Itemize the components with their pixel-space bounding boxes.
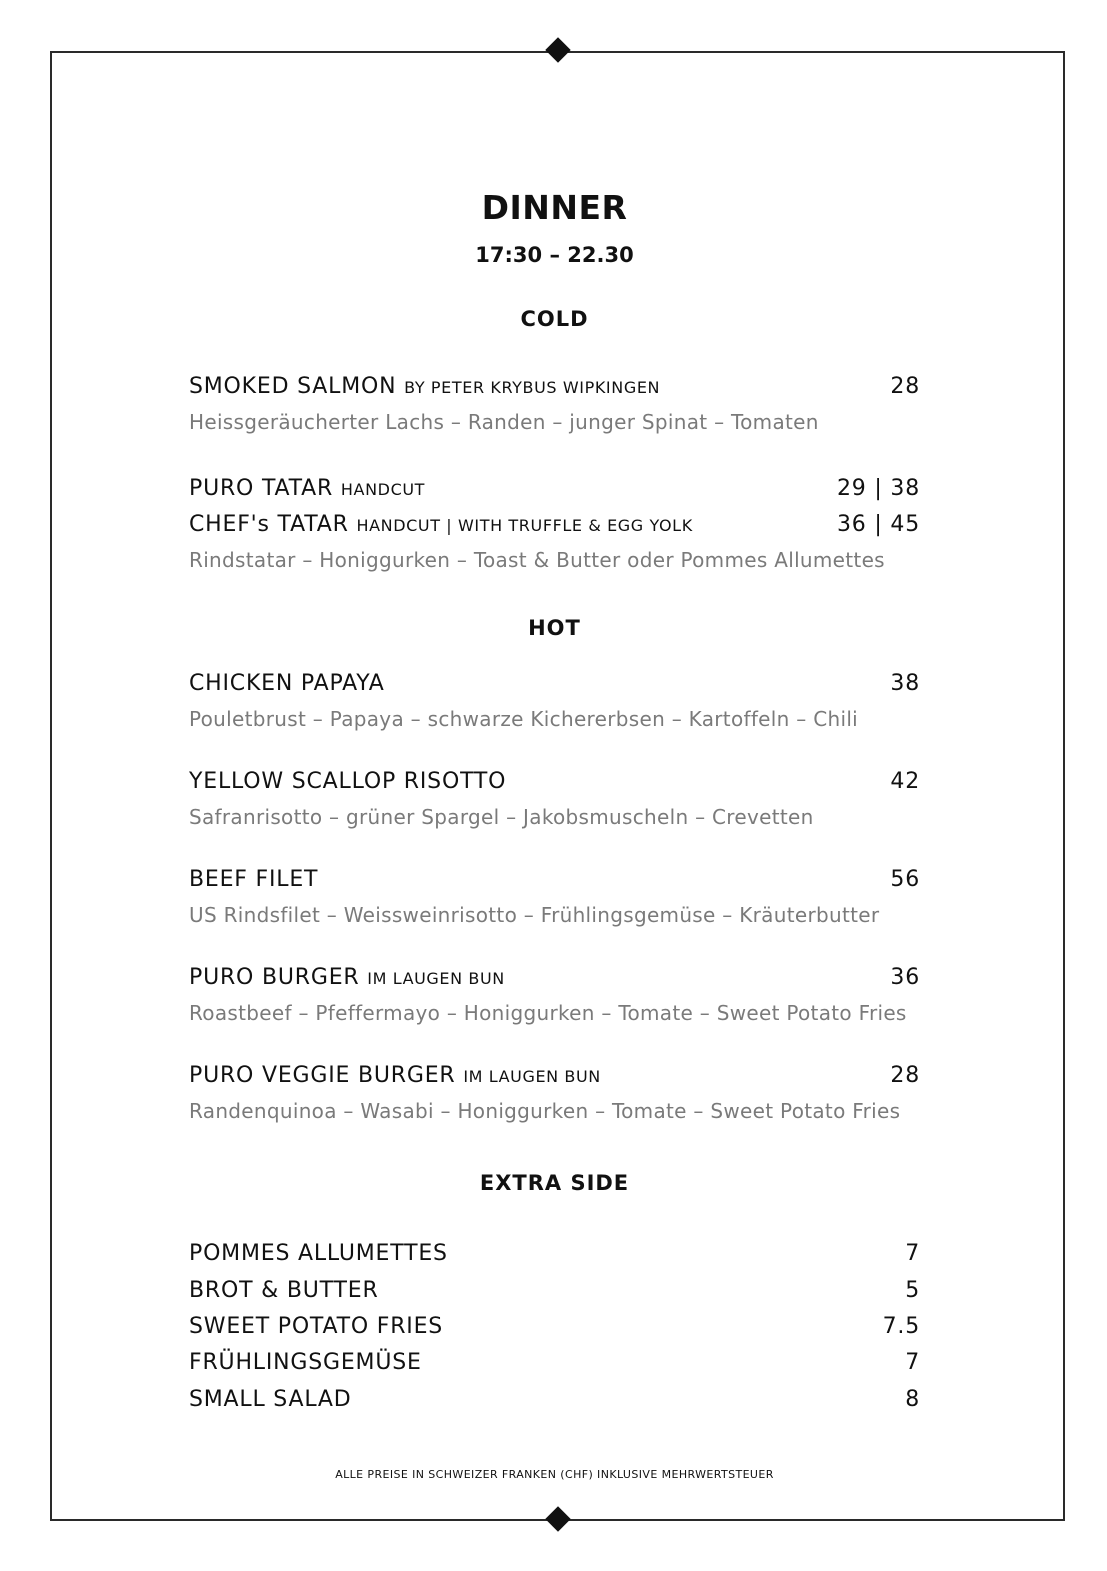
menu-item-name-line (189, 374, 660, 399)
section-heading-hot: HOT (528, 616, 581, 640)
side-item-sweet-potato-fries (189, 1314, 920, 1339)
menu-item-name-line (189, 476, 425, 501)
menu-item-note: IM LAUGEN BUN (367, 969, 505, 988)
menu-item-puro-veggie-burger (189, 1063, 920, 1093)
menu-item-smoked-salmon (189, 374, 920, 404)
menu-title: DINNER (481, 188, 628, 227)
menu-item-description: Roastbeef – Pfeffermayo – Honiggurken – Tomate – Sweet Potato Fries (189, 1001, 907, 1025)
side-item-name: FRÜHLINGSGEMÜSE (189, 1350, 422, 1375)
menu-item-puro-burger (189, 965, 920, 995)
menu-item-description: Heissgeräucherter Lachs – Randen – junger Spinat – Tomaten (189, 410, 819, 434)
menu-item-description: Safranrisotto – grüner Spargel – Jakobsmuscheln – Crevetten (189, 805, 814, 829)
menu-item-description: Pouletbrust – Papaya – schwarze Kichererbsen – Kartoffeln – Chili (189, 707, 859, 731)
menu-item-note: BY PETER KRYBUS WIPKINGEN (404, 378, 661, 397)
side-item-name: BROT & BUTTER (189, 1278, 379, 1303)
menu-item-name: CHEF's TATAR (189, 512, 349, 537)
menu-item-chefs-tatar (189, 512, 920, 542)
menu-item-name-line (189, 1063, 601, 1088)
menu-item-price: 28 (890, 374, 920, 399)
menu-item-price: 28 (890, 1063, 920, 1088)
menu-item-note: IM LAUGEN BUN (463, 1067, 601, 1086)
menu-item-description: Randenquinoa – Wasabi – Honiggurken – Tomate – Sweet Potato Fries (189, 1099, 901, 1123)
menu-item-price: 29 | 38 (837, 476, 920, 501)
side-item-price: 5 (905, 1278, 920, 1303)
menu-item-yellow-scallop-risotto (189, 769, 920, 799)
menu-item-name-line (189, 512, 693, 537)
menu-item-price: 36 (890, 965, 920, 990)
menu-item-note: HANDCUT (340, 480, 426, 499)
price-disclaimer: ALLE PREISE IN SCHWEIZER FRANKEN (CHF) INKLUSIVE MEHRWERTSTEUER (335, 1468, 774, 1481)
menu-item-name: PURO TATAR (189, 476, 334, 501)
side-item-name: SMALL SALAD (189, 1387, 352, 1412)
menu-item-puro-tatar (189, 476, 920, 506)
section-heading-cold: COLD (520, 307, 589, 331)
menu-item-name: SMOKED SALMON (189, 374, 397, 399)
menu-item-beef-filet (189, 867, 920, 897)
menu-item-chicken-papaya (189, 671, 920, 701)
side-item-fruehlingsgemuese (189, 1350, 920, 1375)
side-item-small-salad (189, 1387, 920, 1412)
menu-item-name: CHICKEN PAPAYA (189, 671, 385, 696)
side-item-name: POMMES ALLUMETTES (189, 1241, 448, 1266)
menu-item-name: YELLOW SCALLOP RISOTTO (189, 769, 507, 794)
menu-item-price: 56 (890, 867, 920, 892)
menu-item-description: Rindstatar – Honiggurken – Toast & Butter oder Pommes Allumettes (189, 548, 885, 572)
menu-item-price: 42 (890, 769, 920, 794)
side-item-pommes-allumettes (189, 1241, 920, 1266)
menu-item-price: 38 (890, 671, 920, 696)
side-item-price: 7 (905, 1241, 920, 1266)
menu-item-price: 36 | 45 (837, 512, 920, 537)
side-item-price: 7.5 (882, 1314, 920, 1339)
side-item-name: SWEET POTATO FRIES (189, 1314, 444, 1339)
menu-item-note: HANDCUT | WITH TRUFFLE & EGG YOLK (356, 516, 693, 535)
menu-item-description: US Rindsfilet – Weissweinrisotto – Frühlingsgemüse – Kräuterbutter (189, 903, 880, 927)
menu-item-name: PURO BURGER (189, 965, 360, 990)
side-item-price: 7 (905, 1350, 920, 1375)
menu-item-name: BEEF FILET (189, 867, 319, 892)
menu-item-name-line (189, 965, 505, 990)
section-heading-extra-side: EXTRA SIDE (479, 1171, 630, 1195)
menu-item-name: PURO VEGGIE BURGER (189, 1063, 456, 1088)
side-item-brot-butter (189, 1278, 920, 1303)
side-item-price: 8 (905, 1387, 920, 1412)
service-hours: 17:30 – 22.30 (475, 243, 634, 267)
